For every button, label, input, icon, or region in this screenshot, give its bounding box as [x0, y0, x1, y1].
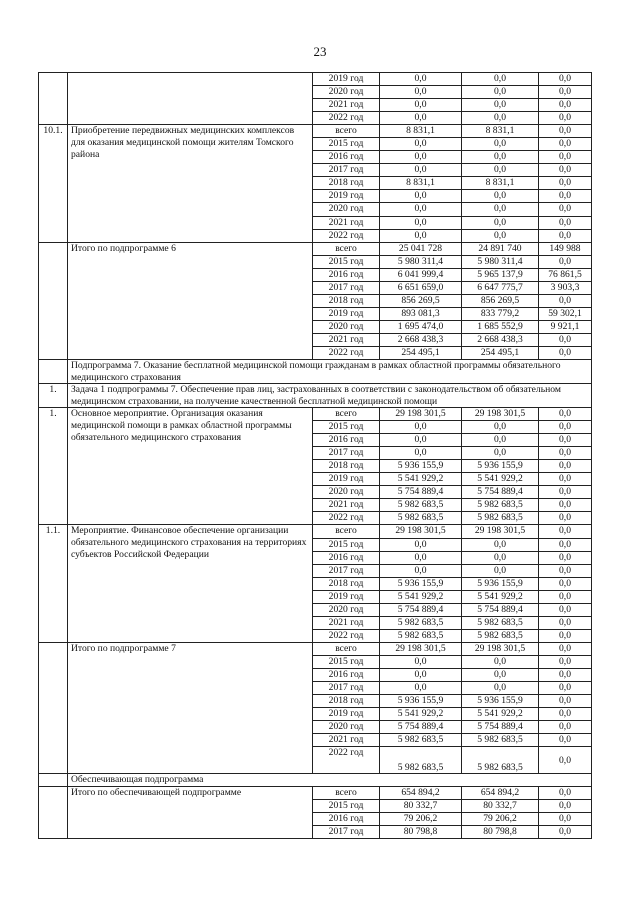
value-cell: 5 936 155,9	[462, 695, 539, 708]
value-cell: 0,0	[539, 577, 592, 590]
value-cell: 0,0	[462, 434, 539, 447]
value-cell: 5 541 929,2	[380, 708, 462, 721]
year-cell: 2015 год	[313, 800, 380, 813]
year-cell: 2020 год	[313, 603, 380, 616]
task-title: Задача 1 подпрограммы 7. Обеспечение прав лиц, застрахованных в соответствии с законодательством об обязательном медицинском страховании, на получение качественной бесплатной медицинской помощи	[68, 384, 592, 408]
subtotal-name-cell: Итого по подпрограмме 6	[68, 242, 313, 359]
value-cell: 76 861,5	[539, 268, 592, 281]
value-cell: 29 198 301,5	[462, 525, 539, 538]
value-cell: 0,0	[380, 151, 462, 164]
year-cell: 2016 год	[313, 551, 380, 564]
value-cell: 0,0	[539, 538, 592, 551]
value-cell: 25 041 728	[380, 242, 462, 255]
item-number-cell	[39, 73, 68, 125]
value-cell: 0,0	[539, 73, 592, 86]
table-row	[39, 787, 592, 800]
value-cell: 0,0	[462, 538, 539, 551]
value-cell: 24 891 740	[462, 242, 539, 255]
value-cell: 0,0	[462, 564, 539, 577]
value-cell: 5 982 683,5	[462, 616, 539, 629]
year-cell: 2016 год	[313, 434, 380, 447]
value-cell: 0,0	[462, 86, 539, 99]
page-number: 23	[313, 44, 327, 59]
value-cell: 6 041 999,4	[380, 268, 462, 281]
year-cell: всего	[313, 125, 380, 138]
value-cell: 3 903,3	[539, 281, 592, 294]
item-number-cell	[39, 242, 68, 359]
year-cell: 2022 год	[313, 112, 380, 125]
value-cell: 5 982 683,5	[380, 616, 462, 629]
year-cell: 2021 год	[313, 616, 380, 629]
value-cell: 0,0	[462, 203, 539, 216]
value-cell: 5 936 155,9	[462, 577, 539, 590]
item-name-cell: Мероприятие. Финансовое обеспечение организации обязательного медицинского страхования на территориях субъектов Российской Федерации	[68, 525, 313, 642]
year-cell: 2019 год	[313, 73, 380, 86]
value-cell: 0,0	[380, 551, 462, 564]
year-cell: 2015 год	[313, 138, 380, 151]
year-cell: 2021 год	[313, 499, 380, 512]
table-row	[39, 73, 592, 86]
value-cell: 0,0	[539, 333, 592, 346]
value-cell: 1 695 474,0	[380, 320, 462, 333]
value-cell: 0,0	[380, 421, 462, 434]
year-cell: 2015 год	[313, 538, 380, 551]
year-cell: всего	[313, 525, 380, 538]
value-cell: 5 980 311,4	[462, 255, 539, 268]
item-number-cell	[39, 787, 68, 839]
value-cell: 59 302,1	[539, 307, 592, 320]
value-cell: 0,0	[462, 447, 539, 460]
year-cell: 2017 год	[313, 281, 380, 294]
value-cell: 5 541 929,2	[462, 473, 539, 486]
value-cell: 5 754 889,4	[462, 486, 539, 499]
value-cell: 8 831,1	[380, 177, 462, 190]
value-cell: 0,0	[380, 112, 462, 125]
value-cell: 5 754 889,4	[380, 486, 462, 499]
value-cell: 0,0	[539, 99, 592, 112]
value-cell: 1 685 552,9	[462, 320, 539, 333]
year-cell: 2018 год	[313, 460, 380, 473]
value-cell: 5 982 683,5	[380, 499, 462, 512]
value-cell: 5 982 683,5	[462, 747, 539, 774]
item-number-cell: 10.1.	[39, 125, 68, 242]
value-cell: 79 206,2	[462, 813, 539, 826]
value-cell: 0,0	[539, 86, 592, 99]
value-cell: 5 936 155,9	[380, 695, 462, 708]
value-cell: 79 206,2	[380, 813, 462, 826]
value-cell: 0,0	[539, 499, 592, 512]
value-cell: 654 894,2	[462, 787, 539, 800]
year-cell: 2019 год	[313, 708, 380, 721]
value-cell: 0,0	[539, 826, 592, 839]
value-cell: 5 541 929,2	[462, 590, 539, 603]
year-cell: 2020 год	[313, 320, 380, 333]
value-cell: 5 982 683,5	[462, 734, 539, 747]
value-cell: 893 081,3	[380, 307, 462, 320]
value-cell: 5 982 683,5	[462, 629, 539, 642]
year-cell: 2018 год	[313, 294, 380, 307]
value-cell: 2 668 438,3	[462, 333, 539, 346]
value-cell: 0,0	[380, 190, 462, 203]
year-cell: 2021 год	[313, 216, 380, 229]
year-cell: 2017 год	[313, 564, 380, 577]
value-cell: 0,0	[539, 434, 592, 447]
table-row	[39, 642, 592, 655]
value-cell: 0,0	[539, 800, 592, 813]
value-cell: 5 980 311,4	[380, 255, 462, 268]
value-cell: 0,0	[539, 668, 592, 681]
value-cell: 0,0	[539, 112, 592, 125]
value-cell: 0,0	[539, 695, 592, 708]
year-cell: 2022 год	[313, 512, 380, 525]
value-cell: 0,0	[380, 138, 462, 151]
value-cell: 0,0	[462, 138, 539, 151]
value-cell: 0,0	[462, 112, 539, 125]
value-cell: 856 269,5	[462, 294, 539, 307]
value-cell: 0,0	[380, 216, 462, 229]
value-cell: 80 798,8	[462, 826, 539, 839]
value-cell: 0,0	[462, 190, 539, 203]
value-cell: 8 831,1	[462, 125, 539, 138]
value-cell: 5 936 155,9	[462, 460, 539, 473]
value-cell: 0,0	[539, 787, 592, 800]
year-cell: 2016 год	[313, 668, 380, 681]
year-cell: 2019 год	[313, 473, 380, 486]
year-cell: 2017 год	[313, 164, 380, 177]
value-cell: 0,0	[462, 682, 539, 695]
value-cell: 0,0	[380, 99, 462, 112]
item-number-cell	[39, 642, 68, 773]
year-cell: 2020 год	[313, 203, 380, 216]
value-cell: 5 936 155,9	[380, 577, 462, 590]
year-cell: 2018 год	[313, 177, 380, 190]
subprogram-title: Подпрограмма 7. Оказание бесплатной медицинской помощи гражданам в рамках областной программы обязательного медицинского страхования	[68, 360, 592, 384]
year-cell: 2017 год	[313, 826, 380, 839]
year-cell: 2016 год	[313, 268, 380, 281]
value-cell: 80 332,7	[462, 800, 539, 813]
year-cell: всего	[313, 242, 380, 255]
year-cell: 2019 год	[313, 590, 380, 603]
value-cell: 0,0	[539, 682, 592, 695]
value-cell: 5 965 137,9	[462, 268, 539, 281]
value-cell: 0,0	[539, 421, 592, 434]
value-cell: 0,0	[462, 164, 539, 177]
value-cell: 0,0	[380, 668, 462, 681]
value-cell: 0,0	[539, 616, 592, 629]
value-cell: 9 921,1	[539, 320, 592, 333]
value-cell: 0,0	[539, 294, 592, 307]
value-cell: 0,0	[539, 747, 592, 774]
year-cell: 2022 год	[313, 747, 380, 774]
value-cell: 254 495,1	[380, 346, 462, 359]
value-cell: 0,0	[539, 629, 592, 642]
value-cell: 0,0	[462, 99, 539, 112]
value-cell: 654 894,2	[380, 787, 462, 800]
year-cell: 2015 год	[313, 655, 380, 668]
value-cell: 80 798,8	[380, 826, 462, 839]
value-cell: 2 668 438,3	[380, 333, 462, 346]
value-cell: 0,0	[539, 512, 592, 525]
year-cell: 2016 год	[313, 813, 380, 826]
budget-table	[38, 72, 592, 839]
value-cell: 5 754 889,4	[462, 603, 539, 616]
table-row	[39, 384, 592, 408]
value-cell: 0,0	[539, 590, 592, 603]
year-cell: 2019 год	[313, 307, 380, 320]
item-name-cell: Основное мероприятие. Организация оказания медицинской помощи в рамках областной программы обязательного медицинского страхования	[68, 408, 313, 525]
value-cell: 0,0	[539, 708, 592, 721]
year-cell: 2020 год	[313, 86, 380, 99]
value-cell: 5 541 929,2	[462, 708, 539, 721]
value-cell: 5 982 683,5	[462, 499, 539, 512]
value-cell: 0,0	[380, 164, 462, 177]
value-cell: 5 754 889,4	[462, 721, 539, 734]
value-cell: 0,0	[539, 151, 592, 164]
value-cell: 0,0	[539, 655, 592, 668]
value-cell: 0,0	[380, 434, 462, 447]
value-cell: 0,0	[539, 721, 592, 734]
value-cell: 0,0	[539, 525, 592, 538]
year-cell: всего	[313, 642, 380, 655]
value-cell: 5 982 683,5	[380, 512, 462, 525]
value-cell: 0,0	[539, 346, 592, 359]
value-cell: 0,0	[539, 203, 592, 216]
value-cell: 29 198 301,5	[462, 642, 539, 655]
value-cell: 0,0	[462, 421, 539, 434]
value-cell: 149 988	[539, 242, 592, 255]
subtotal-name-cell: Итого по обеспечивающей подпрограмме	[68, 787, 313, 839]
value-cell: 5 982 683,5	[462, 512, 539, 525]
table-row	[39, 125, 592, 138]
value-cell: 8 831,1	[380, 125, 462, 138]
value-cell: 856 269,5	[380, 294, 462, 307]
value-cell: 0,0	[539, 603, 592, 616]
value-cell: 6 647 775,7	[462, 281, 539, 294]
value-cell: 5 754 889,4	[380, 721, 462, 734]
value-cell: 8 831,1	[462, 177, 539, 190]
value-cell: 5 982 683,5	[380, 629, 462, 642]
year-cell: 2021 год	[313, 734, 380, 747]
value-cell: 0,0	[380, 538, 462, 551]
value-cell: 0,0	[539, 164, 592, 177]
year-cell: 2017 год	[313, 682, 380, 695]
year-cell: 2018 год	[313, 577, 380, 590]
value-cell: 0,0	[539, 138, 592, 151]
item-number-cell: 1.1.	[39, 525, 68, 642]
value-cell: 0,0	[539, 564, 592, 577]
value-cell: 29 198 301,5	[462, 408, 539, 421]
year-cell: 2022 год	[313, 346, 380, 359]
value-cell: 5 982 683,5	[380, 734, 462, 747]
value-cell: 5 936 155,9	[380, 460, 462, 473]
value-cell: 5 754 889,4	[380, 603, 462, 616]
year-cell: 2022 год	[313, 229, 380, 242]
value-cell: 0,0	[462, 551, 539, 564]
value-cell: 29 198 301,5	[380, 642, 462, 655]
value-cell: 0,0	[462, 668, 539, 681]
value-cell: 0,0	[539, 551, 592, 564]
year-cell: 2020 год	[313, 721, 380, 734]
subtotal-name-cell: Итого по подпрограмме 7	[68, 642, 313, 773]
value-cell: 0,0	[380, 682, 462, 695]
year-cell: 2017 год	[313, 447, 380, 460]
item-name-cell	[68, 73, 313, 125]
value-cell: 0,0	[462, 73, 539, 86]
value-cell: 0,0	[462, 151, 539, 164]
value-cell: 0,0	[539, 486, 592, 499]
value-cell: 0,0	[539, 447, 592, 460]
value-cell: 0,0	[462, 655, 539, 668]
value-cell: 0,0	[539, 460, 592, 473]
year-cell: 2015 год	[313, 255, 380, 268]
value-cell: 0,0	[380, 447, 462, 460]
value-cell: 0,0	[539, 216, 592, 229]
year-cell: 2019 год	[313, 190, 380, 203]
value-cell: 0,0	[539, 642, 592, 655]
value-cell: 0,0	[539, 734, 592, 747]
value-cell: 0,0	[539, 229, 592, 242]
value-cell: 29 198 301,5	[380, 525, 462, 538]
value-cell: 5 982 683,5	[380, 747, 462, 774]
item-number-cell	[39, 774, 68, 787]
item-number-cell	[39, 360, 68, 384]
table-row	[39, 525, 592, 538]
year-cell: 2018 год	[313, 695, 380, 708]
year-cell: 2021 год	[313, 333, 380, 346]
value-cell: 833 779,2	[462, 307, 539, 320]
value-cell: 80 332,7	[380, 800, 462, 813]
year-cell: 2020 год	[313, 486, 380, 499]
year-cell: всего	[313, 408, 380, 421]
value-cell: 0,0	[380, 203, 462, 216]
value-cell: 0,0	[539, 473, 592, 486]
item-number-cell: 1.	[39, 408, 68, 525]
table-row	[39, 242, 592, 255]
value-cell: 29 198 301,5	[380, 408, 462, 421]
value-cell: 0,0	[462, 229, 539, 242]
value-cell: 5 541 929,2	[380, 590, 462, 603]
value-cell: 0,0	[539, 125, 592, 138]
value-cell: 0,0	[539, 408, 592, 421]
value-cell: 0,0	[380, 229, 462, 242]
value-cell: 0,0	[380, 564, 462, 577]
table-row	[39, 774, 592, 787]
value-cell: 0,0	[539, 190, 592, 203]
value-cell: 0,0	[539, 255, 592, 268]
value-cell: 0,0	[380, 655, 462, 668]
value-cell: 0,0	[380, 73, 462, 86]
value-cell: 254 495,1	[462, 346, 539, 359]
table-row	[39, 360, 592, 384]
table-row	[39, 408, 592, 421]
item-name-cell: Приобретение передвижных медицинских комплексов для оказания медицинской помощи жителям Томского района	[68, 125, 313, 242]
subprogram-title: Обеспечивающая подпрограмма	[68, 774, 592, 787]
year-cell: 2016 год	[313, 151, 380, 164]
year-cell: всего	[313, 787, 380, 800]
value-cell: 6 651 659,0	[380, 281, 462, 294]
year-cell: 2022 год	[313, 629, 380, 642]
value-cell: 0,0	[539, 177, 592, 190]
value-cell: 5 541 929,2	[380, 473, 462, 486]
year-cell: 2021 год	[313, 99, 380, 112]
value-cell: 0,0	[539, 813, 592, 826]
task-number: 1.	[39, 384, 68, 408]
value-cell: 0,0	[380, 86, 462, 99]
value-cell: 0,0	[462, 216, 539, 229]
year-cell: 2015 год	[313, 421, 380, 434]
